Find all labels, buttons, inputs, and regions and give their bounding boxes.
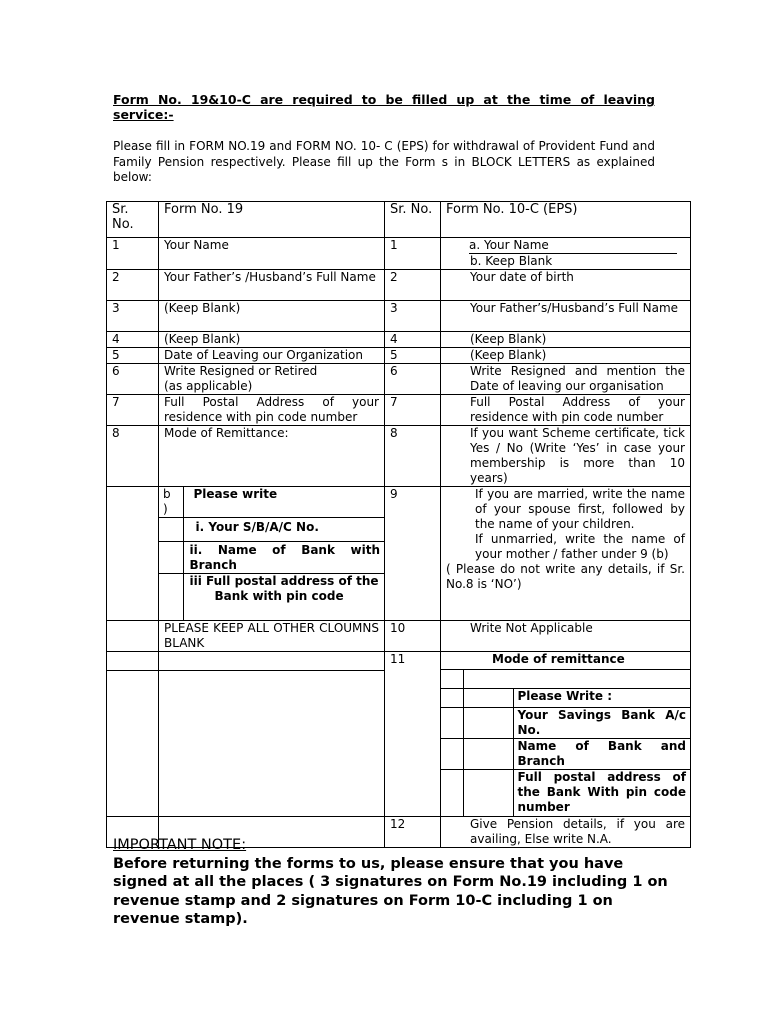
- sr-no-cell: 11: [385, 651, 441, 816]
- table-row: [107, 487, 691, 621]
- form19-cell: (Keep Blank): [159, 332, 385, 348]
- form10c-cell: (Keep Blank): [441, 348, 691, 364]
- savings-account-label: Your Savings Bank A/c No.: [513, 708, 690, 739]
- form10c-cell: Give Pension details, if you are availing, Else write N.A.: [441, 816, 691, 847]
- sr-no-cell: 6: [107, 364, 159, 395]
- remittance-cell: [441, 651, 691, 816]
- sr-no-cell: 3: [107, 301, 159, 332]
- table-row: [107, 332, 691, 348]
- instructions-table: [106, 201, 691, 848]
- sr-no-cell: 5: [107, 348, 159, 364]
- sr-no-cell: 1: [107, 238, 159, 270]
- sr-no-cell: 4: [107, 332, 159, 348]
- table-row: [107, 364, 691, 395]
- bank-details-subtable: [159, 487, 384, 620]
- sr-no-cell: [107, 651, 159, 816]
- please-write-label: Please Write :: [513, 689, 690, 708]
- form19-cell: Mode of Remittance:: [159, 426, 385, 487]
- sr-no-cell: [107, 620, 159, 651]
- unmarried-instruction: If unmarried, write the name of your mother / father under 9 (b): [475, 532, 685, 561]
- form-instructions-heading: Form No. 19&10-C are required to be filled up at the time of leaving service:-: [113, 92, 655, 122]
- important-note: [113, 836, 673, 929]
- form10c-header: Form No. 10-C (EPS): [441, 202, 691, 238]
- form19-cell: [159, 651, 385, 816]
- sb-account-label: i. Your S/B/A/C No.: [183, 518, 384, 542]
- table-row: [107, 301, 691, 332]
- form10c-cell: [441, 487, 691, 621]
- sr-no-cell: 7: [107, 395, 159, 426]
- important-note-body: Before returning the forms to us, please ensure that you have signed at all the places ( 3 signatures on Form No.19 including 1 on revenue stamp and 2 signatures on Form 10-C including 1 on revenue stamp).: [113, 855, 668, 927]
- form10c-cell: Write Not Applicable: [441, 620, 691, 651]
- bank-branch-label: Name of Bank and Branch: [513, 739, 690, 770]
- form19-cell: [159, 364, 385, 395]
- table-row: [107, 348, 691, 364]
- form10c-cell: If you want Scheme certificate, tick Yes / No (Write ‘Yes’ in case your membership is more than 10 years): [441, 426, 691, 487]
- bank-pin-code-label: Bank with pin code: [214, 589, 344, 603]
- form19-cell: Your Father’s /Husband’s Full Name: [159, 270, 385, 301]
- form10c-cell: Your date of birth: [441, 270, 691, 301]
- form19-cell: Full Postal Address of your residence with pin code number: [159, 395, 385, 426]
- sr-no-cell: 2: [107, 270, 159, 301]
- sr-no-cell: 7: [385, 395, 441, 426]
- table-row: [107, 426, 691, 487]
- sr-no-header-left: Sr. No.: [107, 202, 159, 238]
- table-row: [107, 270, 691, 301]
- table-row: [107, 651, 691, 816]
- sr-no-cell: 3: [385, 301, 441, 332]
- sr-no-cell: 2: [385, 270, 441, 301]
- do-not-write-note: ( Please do not write any details, if Sr. No.8 is ‘NO’): [446, 562, 685, 591]
- sr-no-cell: 8: [107, 426, 159, 487]
- postal-address-label: iii Full postal address of the: [189, 574, 379, 588]
- table-row: [107, 620, 691, 651]
- table-header-row: [107, 202, 691, 238]
- form10c-cell: (Keep Blank): [441, 332, 691, 348]
- sr-no-cell: 12: [385, 816, 441, 847]
- your-name-item: a. Your Name: [469, 238, 677, 254]
- sr-no-cell: [107, 487, 159, 621]
- resigned-retired-text: Write Resigned or Retired: [164, 364, 318, 378]
- sr-no-cell: 6: [385, 364, 441, 395]
- important-note-title: IMPORTANT NOTE:: [113, 837, 247, 853]
- form19-cell: (Keep Blank): [159, 301, 385, 332]
- married-instruction: If you are married, write the name of your spouse first, followed by the name of your children.: [475, 487, 685, 531]
- form10c-cell: [441, 238, 691, 270]
- sr-no-cell: 9: [385, 487, 441, 621]
- form19-cell: Date of Leaving our Organization: [159, 348, 385, 364]
- form10c-cell: Full Postal Address of your residence with pin code number: [441, 395, 691, 426]
- sr-no-cell: 4: [385, 332, 441, 348]
- sr-no-cell: 1: [385, 238, 441, 270]
- mode-of-remittance-label: Mode of remittance: [441, 652, 690, 670]
- form10c-cell: Your Father’s/Husband’s Full Name: [441, 301, 691, 332]
- as-applicable-text: (as applicable): [164, 379, 253, 393]
- intro-paragraph: Please fill in FORM NO.19 and FORM NO. 10- C (EPS) for withdrawal of Provident Fund and Family Pension respectively. Please fill up the Form s in BLOCK LETTERS as explained below:: [113, 139, 655, 184]
- please-write-label: Please write: [183, 487, 384, 518]
- bank-postal-address-label: Full postal address of the Bank With pin code number: [517, 770, 686, 814]
- form19-header: Form No. 19: [159, 202, 385, 238]
- sub-item-label: b ): [159, 487, 183, 518]
- form10c-cell: Write Resigned and mention the Date of leaving our organisation: [441, 364, 691, 395]
- keep-blank-item: b. Keep Blank: [470, 254, 553, 268]
- form19-cell: Your Name: [159, 238, 385, 270]
- table-row: [107, 238, 691, 270]
- sr-no-cell: 10: [385, 620, 441, 651]
- remittance-subtable: [441, 652, 690, 816]
- bank-name-label: ii. Name of Bank with Branch: [183, 542, 384, 574]
- table-row: [107, 395, 691, 426]
- sr-no-header-right: Sr. No.: [385, 202, 441, 238]
- bank-details-cell: [159, 487, 385, 621]
- sr-no-cell: 8: [385, 426, 441, 487]
- form19-cell: PLEASE KEEP ALL OTHER CLOUMNS BLANK: [159, 620, 385, 651]
- sr-no-cell: 5: [385, 348, 441, 364]
